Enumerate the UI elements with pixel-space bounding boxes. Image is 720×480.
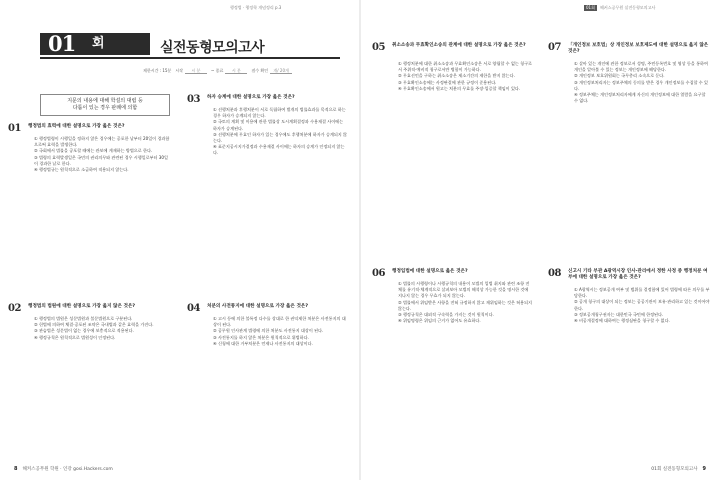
choice-3[interactable]: ③ 개인정보처리자는 정보주체의 동의를 받은 경우 개인정보를 수집할 수 있다. <box>574 79 709 91</box>
question-05 <box>372 42 532 252</box>
start-time <box>175 68 207 74</box>
title-rule <box>40 57 340 59</box>
choice-1[interactable]: ① 선행처분과 후행처분이 서로 독립하여 별개의 법률효과를 목적으로 하는 경우 하자가 승계되지 않는다. <box>213 107 346 119</box>
choice-2[interactable]: ② 헌법에 의하여 체결·공포된 조약은 국내법과 같은 효력을 가진다. <box>34 322 154 328</box>
question-number: 06 <box>372 268 385 279</box>
choice-list <box>28 316 170 341</box>
question-number: 07 <box>548 42 561 53</box>
choice-4[interactable]: ④ 비공개결정에 대하여는 행정심판을 청구할 수 없다. <box>574 318 670 324</box>
choice-2[interactable]: ② 무효선언을 구하는 취소소송은 제소기간의 제한을 받지 않는다. <box>398 73 515 79</box>
instruction-line-2: 다툼이 있는 경우 판례에 의함 <box>72 105 138 111</box>
question-number: 05 <box>372 42 385 53</box>
choice-3[interactable]: ③ 관습법은 성문법이 없는 경우에 보충적으로 적용된다. <box>34 328 134 334</box>
choice-2[interactable]: ② 공무원 인사관계 법령에 의한 처분도 사전통지 대상이 된다. <box>213 328 324 334</box>
footer-right-text: 01회 실전동형모의고사 <box>651 467 698 472</box>
page-title: 실전동형모의고사 <box>160 40 265 56</box>
choice-1[interactable]: ① 행정법의 법원은 성문법원과 불문법원으로 구분된다. <box>34 316 133 321</box>
choice-4[interactable]: ④ 행정법규는 원칙적으로 소급하여 적용되지 않는다. <box>34 167 129 173</box>
question-number: 02 <box>8 303 21 314</box>
question-stem: 신고시 기타 부관 A광역시장 인사·관리에서 정한 사정 중 행정처분 여부에 대한 설명으로 가장 옳은 것은? <box>568 269 708 280</box>
page-gutter <box>359 0 361 480</box>
choice-4[interactable]: ④ 신청에 대한 거부처분은 언제나 사전통지의 대상이다. <box>213 340 313 346</box>
choice-2[interactable]: ② 법률에서 위임받은 사항을 전혀 규정하지 않고 재위임하는 것은 허용되지 않는다. <box>398 299 533 311</box>
question-04 <box>187 303 347 453</box>
choice-3[interactable]: ③ 무효확인소송에는 사정판결에 관한 규정이 준용된다. <box>398 79 497 85</box>
choice-4[interactable]: ④ 행정규칙은 원칙적으로 법원성이 인정된다. <box>34 334 116 340</box>
end-time-field: 시 분 <box>225 68 247 74</box>
choice-3[interactable]: ③ 법령의 효력발생일은 국민의 권리의무와 관련된 경우 시행일로부터 30일이 경과한 날로 한다. <box>34 154 168 166</box>
choice-2[interactable]: ② 공개 청구의 대상이 되는 정보는 공공기관이 보유·관리하고 있는 것이어야 한다. <box>574 299 710 311</box>
question-number: 01 <box>8 123 21 134</box>
end-time-label: ~ 종료 <box>211 67 224 73</box>
choice-3[interactable]: ③ 선행처분에 무효인 하자가 있는 경우에도 후행처분에 하자가 승계되지 않는다. <box>213 131 348 144</box>
question-02 <box>8 303 170 453</box>
choice-4[interactable]: ④ 정보주체는 개인정보처리자에게 자신의 개인정보에 대한 열람을 요구할 수 없다. <box>574 92 706 104</box>
score-field: 개/ 20개 <box>270 68 292 74</box>
question-06 <box>372 268 532 458</box>
choice-4[interactable]: ④ 위임명령은 위임의 근거가 없어도 유효하다. <box>398 318 481 324</box>
right-page-number: 9 <box>702 466 706 472</box>
question-number: 03 <box>187 94 200 105</box>
score-label: 점수 확인 <box>251 67 269 73</box>
choice-1[interactable]: ① 행정처분에 대한 취소소송과 무효확인소송은 서로 양립할 수 없는 청구로서 주위적·예비적 청구로서만 병합이 가능하다. <box>398 61 533 73</box>
choice-3[interactable]: ③ 정보공개청구권자는 대한민국 국민에 한정된다. <box>574 311 664 317</box>
start-time-field: 시 분 <box>185 68 207 74</box>
left-page-number: 8 <box>14 466 18 472</box>
question-stem: 행정입법에 대한 설명으로 옳은 것은? <box>392 269 468 274</box>
choice-list <box>392 61 532 92</box>
header-left-crumb: 행정법 · 행정학 개념정리 p.3 <box>230 5 282 10</box>
header-right-crumb: 해커스공무원 실전동형모의고사 <box>600 5 656 10</box>
choice-list <box>207 316 347 347</box>
footer-left-text[interactable]: 해커스공무원 학원 · 인강 gosi.Hackers.com <box>22 467 113 472</box>
question-stem: 처분의 사전통지에 대한 설명으로 가장 옳은 것은? <box>207 304 309 309</box>
time-limit-label: 제한시간 : 15분 <box>143 67 172 73</box>
question-number: 04 <box>187 303 200 314</box>
choice-1[interactable]: ① 고시 등에 의한 불특정 다수를 상대로 한 권익제한 처분은 사전통지의 대상이 된다. <box>213 316 346 328</box>
choice-2[interactable]: ② 국회에서 법률을 공포할 때에는 관보에 게재하는 방법으로 한다. <box>34 148 153 154</box>
choice-list <box>392 281 532 324</box>
question-07 <box>548 42 710 252</box>
instruction-line-1: 지문의 내용에 대해 학설의 대립 등 <box>67 98 143 104</box>
end-time <box>211 68 247 74</box>
choice-list <box>568 287 710 324</box>
question-number: 08 <box>548 268 561 279</box>
timer-row <box>143 66 338 75</box>
choice-list <box>28 136 170 173</box>
question-stem: 행정법의 효력에 대한 설명으로 가장 옳은 것은? <box>28 124 125 129</box>
choice-4[interactable]: ④ 무효확인소송에서 원고는 처분의 무효를 주장·입증할 책임이 있다. <box>398 85 521 91</box>
round-suffix: 회 <box>92 36 105 51</box>
round-title-box <box>40 33 150 55</box>
choice-4[interactable]: ④ 표준지공시지가결정과 수용재결 사이에는 하자의 승계가 인정되지 않는다. <box>213 144 345 156</box>
choice-3[interactable]: ③ 사전통지를 하지 않은 처분은 원칙적으로 위법하다. <box>213 334 309 340</box>
choice-3[interactable]: ③ 행정규칙은 대외적 구속력을 가지는 것이 원칙이다. <box>398 312 494 318</box>
footer-left <box>14 466 113 472</box>
question-stem: 취소소송과 무효확인소송의 관계에 대한 설명으로 가장 옳은 것은? <box>392 43 526 48</box>
question-01 <box>8 123 170 293</box>
score-check <box>251 68 292 74</box>
question-stem: 하자 승계에 대한 설명으로 가장 옳은 것은? <box>207 95 295 100</box>
time-limit <box>143 68 171 74</box>
start-time-label: 시작 <box>175 67 184 73</box>
question-stem: 행정법의 법원에 대한 설명으로 가장 옳지 않은 것은? <box>28 304 136 309</box>
question-03 <box>187 94 347 294</box>
choice-2[interactable]: ② 국토의 계획 및 이용에 관한 법률상 도시계획결정과 수용재결 사이에는 하자가 승계된다. <box>213 119 344 131</box>
round-number: 01 <box>48 31 76 56</box>
choice-1[interactable]: ① 행정법령이 시행일을 정하지 않은 경우에는 공포한 날부터 20일이 경과함으로써 효력을 발생한다. <box>34 136 170 148</box>
header-round-badge: 01회 <box>586 5 595 10</box>
choice-1[interactable]: ① 살아 있는 개인에 관한 정보로서 성명, 주민등록번호 및 영상 등을 통하여 개인을 알아볼 수 있는 정보는 개인정보에 해당한다. <box>574 61 708 73</box>
footer-right <box>651 466 706 472</box>
choice-2[interactable]: ② 개인정보 보호위원회는 국무총리 소속으로 둔다. <box>574 73 665 79</box>
question-stem: 「개인정보 보호법」상 개인정보 보호제도에 대한 설명으로 옳지 않은 것은? <box>568 43 709 54</box>
choice-list <box>207 107 347 157</box>
choice-1[interactable]: ① 법률의 시행령이나 시행규칙의 내용이 모법의 입법 취지와 관련 조항 전체를 유기적·체계적으로 살펴보아 모법의 해석상 가능한 것을 명시한 것에 지나지 않는 경우 무효가 되지 않는다. <box>398 281 530 299</box>
choice-list <box>568 61 710 104</box>
question-08 <box>548 268 710 458</box>
choice-1[interactable]: ① A광역시는 정보공개 여부 및 범위를 결정함에 있어 법령에 따른 의무를 부담한다. <box>574 287 710 299</box>
instruction-box <box>40 94 170 116</box>
